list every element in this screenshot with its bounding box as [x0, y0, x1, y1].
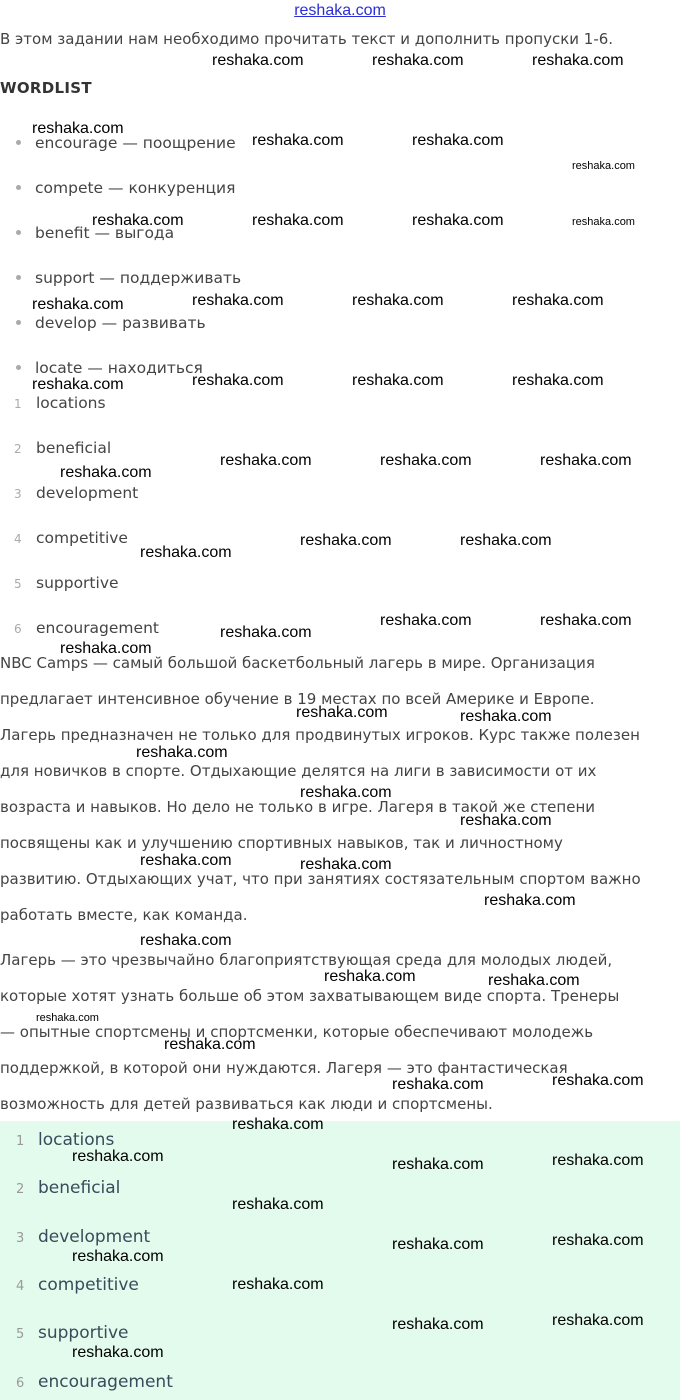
bullet-icon	[16, 140, 21, 145]
answer-item: 5 supportive	[16, 1323, 129, 1343]
watermark-text: reshaka.com	[392, 1156, 484, 1173]
watermark-text: reshaka.com	[232, 1116, 324, 1133]
bullet-icon	[16, 365, 21, 370]
watermark-text: reshaka.com	[512, 292, 604, 309]
numbered-item: 5 supportive	[14, 574, 119, 592]
watermark-text: reshaka.com	[540, 612, 632, 629]
watermark-text: reshaka.com	[380, 452, 472, 469]
watermark-text: reshaka.com	[212, 52, 304, 69]
watermark-text: reshaka.com	[32, 376, 124, 393]
numbered-item: 4 competitive	[14, 529, 128, 547]
watermark-text: reshaka.com	[192, 372, 284, 389]
wordlist-heading: WORDLIST	[0, 79, 92, 97]
watermark-text: reshaka.com	[36, 1012, 99, 1024]
watermark-text: reshaka.com	[540, 452, 632, 469]
numbered-item: 1 locations	[14, 394, 106, 412]
wordlist-item: encourage — поощрение	[16, 132, 236, 154]
watermark-text: reshaka.com	[300, 532, 392, 549]
watermark-text: reshaka.com	[460, 708, 552, 725]
answer-item: 3 development	[16, 1227, 151, 1247]
wordlist-item: locate — находиться	[16, 357, 203, 379]
watermark-text: reshaka.com	[252, 212, 344, 229]
watermark-text: reshaka.com	[140, 932, 232, 949]
bullet-icon	[16, 185, 21, 190]
paragraph-2: Лагерь — это чрезвычайно благоприятствующая среда для молодых людей, которые хотят узнать больше об этом захватывающем виде спорта. Тренеры — опытные спортсмены и спортсменки, которые обеспечивают молодежь поддержкой, в которой они нуждаются. Лагеря — это фантастическая возможность для детей развиваться как люди и спортсмены.	[0, 951, 620, 1113]
watermark-text: reshaka.com	[512, 372, 604, 389]
watermark-text: reshaka.com	[412, 132, 504, 149]
watermark-text: reshaka.com	[552, 1312, 644, 1329]
bullet-icon	[16, 230, 21, 235]
watermark-text: reshaka.com	[572, 216, 635, 228]
watermark-text: reshaka.com	[552, 1072, 644, 1089]
watermark-text: reshaka.com	[488, 972, 580, 989]
answer-item: 1 locations	[16, 1130, 115, 1150]
watermark-text: reshaka.com	[484, 892, 576, 909]
answer-item: 2 beneficial	[16, 1178, 121, 1198]
watermark-text: reshaka.com	[252, 132, 344, 149]
numbered-item: 6 encouragement	[14, 619, 159, 637]
watermark-text: reshaka.com	[380, 612, 472, 629]
watermark-text: reshaka.com	[32, 120, 124, 137]
watermark-text: reshaka.com	[72, 1148, 164, 1165]
wordlist-item: benefit — выгода	[16, 222, 174, 244]
watermark-text: reshaka.com	[232, 1276, 324, 1293]
wordlist-item: support — поддерживать	[16, 267, 241, 289]
watermark-text: reshaka.com	[324, 968, 416, 985]
watermark-text: reshaka.com	[220, 624, 312, 641]
watermark-text: reshaka.com	[300, 856, 392, 873]
watermark-text: reshaka.com	[164, 1036, 256, 1053]
watermark-text: reshaka.com	[572, 160, 635, 172]
watermark-text: reshaka.com	[460, 812, 552, 829]
watermark-text: reshaka.com	[460, 532, 552, 549]
watermark-text: reshaka.com	[412, 212, 504, 229]
watermark-text: reshaka.com	[136, 744, 228, 761]
watermark-text: reshaka.com	[220, 452, 312, 469]
watermark-text: reshaka.com	[232, 1196, 324, 1213]
answer-item: 4 competitive	[16, 1275, 139, 1295]
watermark-text: reshaka.com	[392, 1076, 484, 1093]
wordlist-item: develop — развивать	[16, 312, 206, 334]
numbered-item: 2 beneficial	[14, 439, 112, 457]
watermark-text: reshaka.com	[60, 640, 152, 657]
watermark-text: reshaka.com	[72, 1344, 164, 1361]
watermark-text: reshaka.com	[140, 544, 232, 561]
watermark-text: reshaka.com	[296, 704, 388, 721]
watermark-text: reshaka.com	[72, 1248, 164, 1265]
site-link[interactable]: reshaka.com	[294, 2, 386, 19]
watermark-text: reshaka.com	[92, 212, 184, 229]
watermark-text: reshaka.com	[552, 1152, 644, 1169]
paragraph-1: NBC Camps — самый большой баскетбольный лагерь в мире. Организация предлагает интенсивное обучение в 19 местах по всей Америке и Европе. Лагерь предназначен не только для продвинутых игроков. Курс также полезен для новичков в спорте. Отдыхающие делятся на лиги в зависимости от их возраста и навыков. Но дело не только в игре. Лагеря в такой же степени посвящены как и улучшению спортивных навыков, так и личностному развитию. Отдыхающих учат, что при занятиях состязательным спортом важно работать вместе, как команда.	[0, 654, 641, 924]
watermark-text: reshaka.com	[32, 296, 124, 313]
watermark-text: reshaka.com	[372, 52, 464, 69]
watermark-text: reshaka.com	[352, 292, 444, 309]
watermark-text: reshaka.com	[60, 464, 152, 481]
watermark-text: reshaka.com	[552, 1232, 644, 1249]
wordlist-item: compete — конкуренция	[16, 177, 235, 199]
intro-text: В этом задании нам необходимо прочитать текст и дополнить пропуски 1-6.	[0, 30, 614, 48]
watermark-text: reshaka.com	[352, 372, 444, 389]
numbered-item: 3 development	[14, 484, 139, 502]
watermark-text: reshaka.com	[192, 292, 284, 309]
bullet-icon	[16, 320, 21, 325]
answer-item: 6 encouragement	[16, 1372, 173, 1392]
watermark-text: reshaka.com	[300, 784, 392, 801]
watermark-text: reshaka.com	[140, 852, 232, 869]
watermark-text: reshaka.com	[392, 1316, 484, 1333]
watermark-text: reshaka.com	[392, 1236, 484, 1253]
bullet-icon	[16, 275, 21, 280]
watermark-text: reshaka.com	[532, 52, 624, 69]
